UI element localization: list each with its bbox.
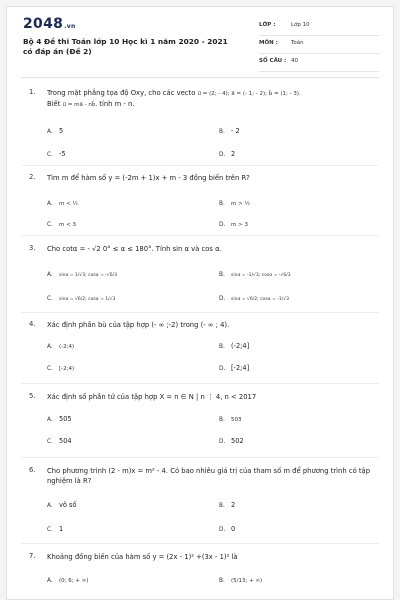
option-a[interactable] [47, 501, 77, 509]
option-letter: C. [47, 439, 53, 445]
option-a[interactable] [47, 415, 72, 423]
option-text: 0 [231, 525, 236, 533]
option-c[interactable] [47, 525, 63, 533]
option-text: (5/13; + ∞) [231, 578, 263, 584]
option-text: m > 3 [231, 222, 248, 228]
option-letter: C. [47, 527, 53, 533]
question-number: 7. [29, 552, 36, 560]
question-text: Cho phương trình (2 - m)x = m² - 4. Có bao nhiêu giá trị của tham số m để phương trình có tập nghiệm là R? [47, 467, 371, 485]
option-text: m > ½ [231, 201, 250, 207]
logo-suffix: .vn [64, 23, 76, 30]
option-text: m < 3 [59, 222, 76, 228]
option-text: -5 [59, 150, 66, 158]
question-math: u⃗ = ma⃗ - nb⃗, [62, 102, 98, 108]
option-text: sinα = 1/√3; cosα = -√6/3 [59, 273, 118, 278]
page-title: Bộ 4 Đề thi Toán lớp 10 Học kì 1 năm 2020 - 2021 có đáp án (Đề 2) [23, 37, 228, 56]
option-text: sinα = -1/√3; cosα = -√6/3 [231, 273, 291, 278]
option-letter: B. [219, 129, 225, 135]
question-text: Khoảng đồng biến của hàm số y = (2x - 1)² +(3x - 1)² là [47, 553, 238, 561]
option-a[interactable] [47, 270, 117, 278]
header-divider [21, 77, 379, 78]
question-text-part: Trong mặt phẳng tọa độ Oxy, cho các vecto [47, 89, 196, 97]
option-d[interactable] [219, 294, 289, 302]
question-number: 2. [29, 173, 36, 181]
option-text: (0; 6; + ∞) [59, 578, 89, 584]
meta-value: Toán [291, 40, 304, 46]
question-number: 5. [29, 392, 36, 400]
exam-meta [259, 18, 379, 72]
option-text: 504 [59, 437, 72, 445]
question-text: Tìm m để hàm số y = (-2m + 1)x + m - 3 đồng biến trên R? [47, 174, 250, 182]
option-b[interactable] [219, 415, 242, 423]
option-letter: D. [219, 222, 226, 228]
logo-text: 2048 [23, 16, 64, 32]
meta-label: LỚP : [259, 22, 276, 28]
option-text: vô số [59, 501, 77, 509]
question-separator [21, 383, 379, 384]
option-letter: B. [219, 417, 225, 423]
meta-subject [259, 36, 379, 54]
question-text [47, 88, 377, 110]
option-letter: D. [219, 366, 226, 372]
question-number: 3. [29, 244, 36, 252]
meta-value: 40 [291, 58, 298, 64]
page-header [7, 7, 393, 69]
option-letter: B. [219, 578, 225, 584]
option-text: m < ½ [59, 201, 78, 207]
question-separator [21, 543, 379, 544]
option-letter: D. [219, 152, 226, 158]
site-logo[interactable] [23, 16, 76, 32]
question-text: Xác định phần bù của tập hợp (- ∞ ;-2) trong (- ∞ ; 4). [47, 321, 230, 329]
option-letter: C. [47, 296, 53, 302]
option-letter: C. [47, 222, 53, 228]
option-d[interactable] [219, 364, 249, 372]
meta-value: Lớp 10 [291, 22, 310, 28]
meta-label: MÔN : [259, 40, 278, 46]
option-letter: A. [47, 578, 53, 584]
option-text: - 2 [231, 127, 240, 135]
option-letter: B. [219, 344, 225, 350]
option-letter: D. [219, 439, 226, 445]
option-b[interactable] [219, 127, 240, 135]
option-d[interactable] [219, 525, 235, 533]
question-math: u⃗ = (2; - 4); a⃗ = (- 1; - 2); b⃗ = (1; - 3). [197, 91, 301, 97]
option-a[interactable] [47, 199, 78, 207]
option-text: 1 [59, 525, 64, 533]
question-separator [21, 165, 379, 166]
option-letter: A. [47, 344, 53, 350]
option-text: 502 [231, 437, 244, 445]
question-number: 1. [29, 88, 36, 96]
option-a[interactable] [47, 127, 63, 135]
option-letter: A. [47, 272, 53, 278]
option-b[interactable] [219, 199, 250, 207]
question-text: Cho cotα = - √2 0° ≤ α ≤ 180°. Tính sin α và cos α. [47, 245, 222, 253]
option-text: sinα = √6/2; cosα = 1/√3 [59, 297, 116, 302]
question-text-part: tính m - n. [99, 100, 135, 108]
option-letter: B. [219, 201, 225, 207]
option-a[interactable] [47, 576, 88, 584]
meta-question-count [259, 54, 379, 72]
option-c[interactable] [47, 150, 66, 158]
question-separator [21, 235, 379, 236]
option-c[interactable] [47, 294, 115, 302]
option-c[interactable] [47, 364, 74, 372]
option-text: (-2;4) [59, 344, 75, 350]
question-number: 6. [29, 466, 36, 474]
question-separator [21, 457, 379, 458]
option-b[interactable] [219, 576, 262, 584]
option-letter: B. [219, 272, 225, 278]
option-letter: A. [47, 417, 53, 423]
option-a[interactable] [47, 342, 74, 350]
option-d[interactable] [219, 220, 248, 228]
option-letter: A. [47, 503, 53, 509]
option-text: [-2;4) [59, 366, 75, 372]
option-text: 505 [59, 415, 72, 423]
question-number: 4. [29, 320, 36, 328]
option-letter: A. [47, 129, 53, 135]
option-text: (-2;4] [231, 342, 250, 350]
option-letter: B. [219, 503, 225, 509]
meta-label: SỐ CÂU : [259, 58, 287, 64]
option-text: 2 [231, 501, 236, 509]
question-text: Xác định số phần tử của tập hợp X = n ∈ N | n ⋮ 4, n < 2017 [47, 393, 257, 401]
option-b[interactable] [219, 501, 235, 509]
option-c[interactable] [47, 437, 72, 445]
option-c[interactable] [47, 220, 76, 228]
option-text: sinα = √6/2; cosα = -1/√3 [231, 297, 290, 302]
question-separator [21, 312, 379, 313]
option-letter: A. [47, 201, 53, 207]
option-letter: D. [219, 296, 226, 302]
option-d[interactable] [219, 150, 235, 158]
option-d[interactable] [219, 437, 244, 445]
option-text: [-2;4] [231, 364, 250, 372]
question-text-part: Biết [47, 100, 61, 108]
option-text: 5 [59, 127, 64, 135]
meta-class [259, 18, 379, 36]
exam-sheet [6, 6, 394, 600]
option-letter: C. [47, 152, 53, 158]
option-letter: C. [47, 366, 53, 372]
option-b[interactable] [219, 270, 291, 278]
option-b[interactable] [219, 342, 249, 350]
option-text: 503 [231, 417, 242, 423]
option-letter: D. [219, 527, 226, 533]
option-text: 2 [231, 150, 236, 158]
